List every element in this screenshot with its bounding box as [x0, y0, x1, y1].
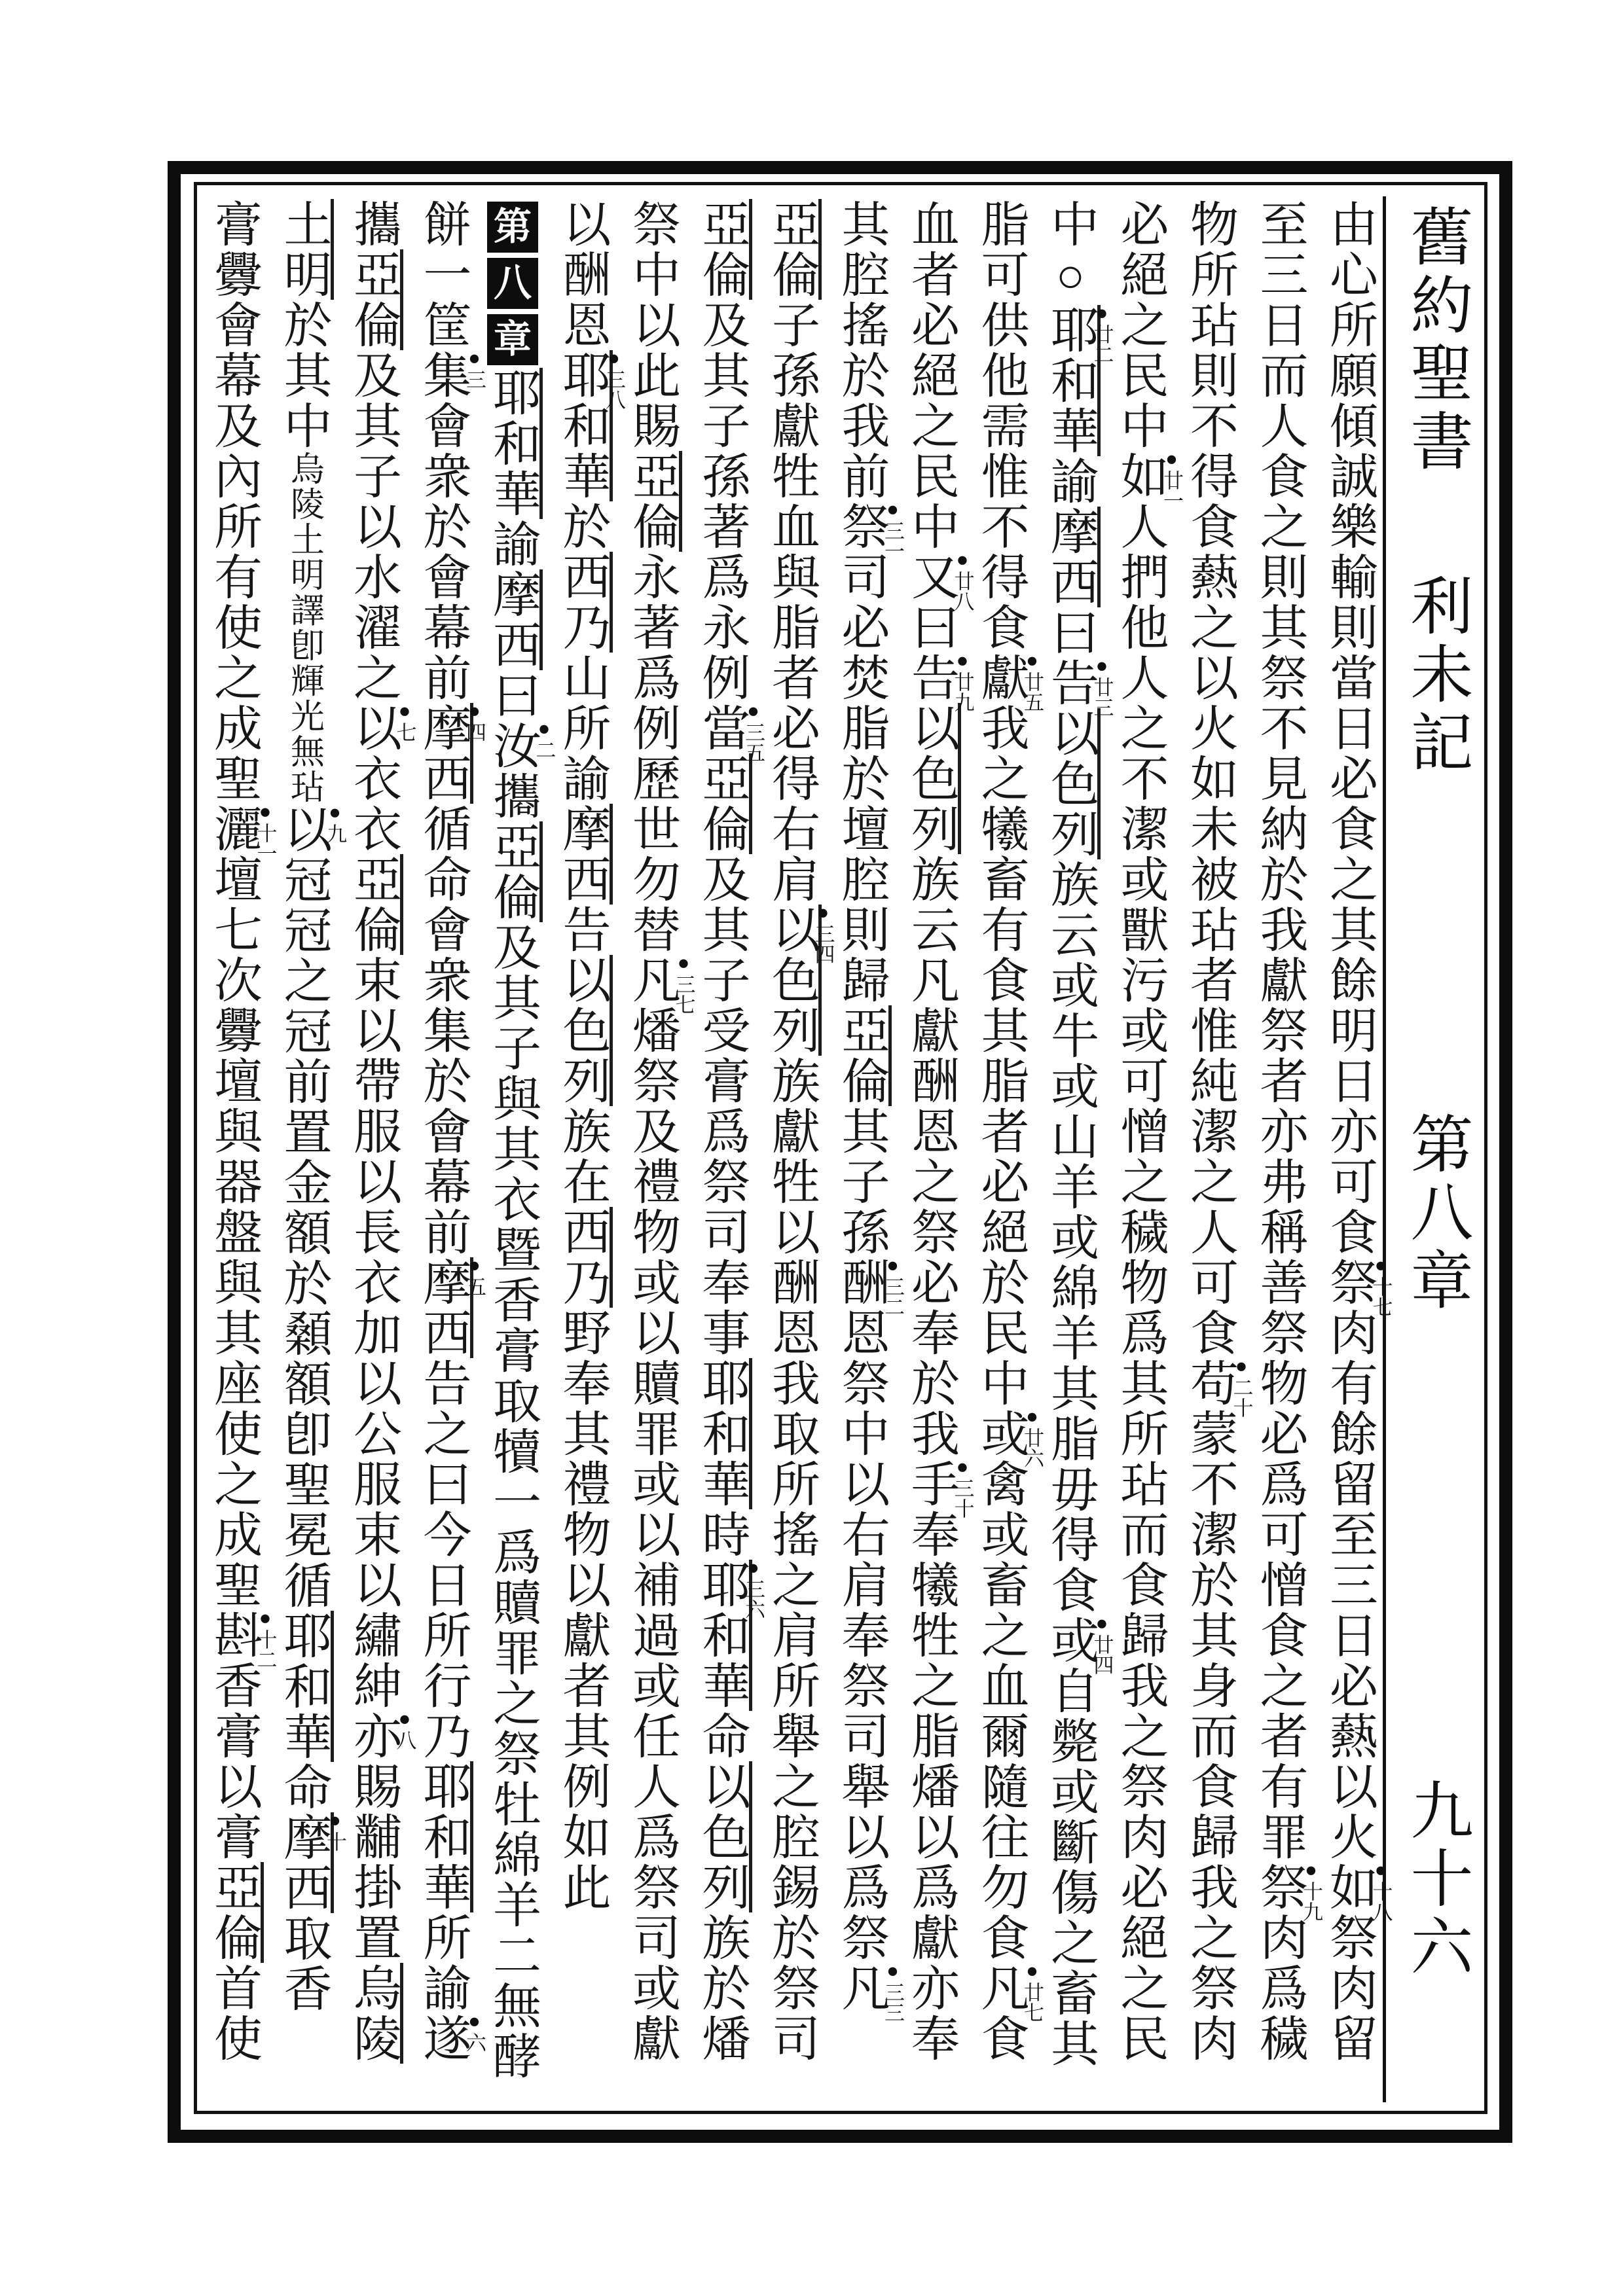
proper-noun: 摩西 [277, 1812, 334, 1913]
page-number: 九十六 [1402, 1778, 1472, 1982]
scripture-text: 及其子孫著爲永例 [695, 300, 749, 703]
scripture-text: 告 [555, 905, 610, 955]
proper-noun: 亞倫 [695, 753, 752, 854]
proper-noun: 亞倫 [346, 854, 403, 955]
chapter-heading-block: 章 [487, 314, 538, 365]
scripture-text: 又曰 [904, 552, 958, 653]
scripture-text: 族於燔 [695, 1912, 749, 2064]
proper-noun: 耶和華 [1044, 305, 1101, 456]
text-column-6: 脂可供他需惟不得食 ●廿五 獻我之犧畜有食其脂者必絕於民中 ●廿六 或禽或畜之血爾隨往勿食 ●廿七 凡食 [974, 199, 1044, 2064]
scripture-text: 汝攜 [486, 721, 539, 821]
scripture-text: 束以帶服以長衣加以公服束以繡紳 [346, 955, 400, 1711]
scripture-text: 族在 [555, 1106, 610, 1207]
scripture-text: 告 [904, 653, 958, 703]
scripture-text: 及其子受膏爲祭司奉事 [695, 854, 749, 1358]
scripture-text: 至三日而人食之則其祭不見納於我獻祭者亦弗稱善祭物必爲可憎食之者有罪 [1252, 199, 1307, 1862]
scripture-text: 子孫獻牲血與脂者必得右肩 [765, 300, 818, 905]
scripture-text: 血者必絕之民中 [904, 199, 958, 552]
scripture-text: 首使 [207, 1963, 261, 2064]
proper-noun: 耶和華 [416, 1761, 473, 1912]
text-column-3: 物所玷則不得食爇之以火如未被玷者惟純潔之人可食 ●二十 苟蒙不潔於其身而食歸我之祭肉 [1183, 199, 1253, 2064]
proper-noun: 亞倫 [695, 199, 752, 300]
scripture-text: 集會衆於會幕前 [416, 350, 470, 703]
scripture-text: 灑壇七次釁壇與器盤與其座使之成聖 [207, 804, 261, 1610]
text-column-5: 中○ ●廿二 耶和華諭摩西曰 ●廿三 告以色列族云或牛或山羊或綿羊其脂毋得食 ●廿四 或自斃或斷傷之畜其 [1044, 199, 1114, 2069]
scripture-text: 必絕之民中 [1113, 199, 1167, 451]
scripture-text: 族云凡獻酬恩之祭必奉於我 [904, 854, 958, 1459]
proper-noun: 西乃 [556, 1207, 613, 1308]
text-column-12: 以酬恩 ●三八 耶和華於西乃山所諭摩西告以色列族在西乃野奉其禮物以獻者其例如此 [555, 199, 626, 1912]
scripture-text: 手奉犧牲之脂燔以爲獻亦奉 [904, 1459, 958, 2064]
scripture-text: 攜 [346, 199, 400, 249]
scripture-text: 由心所願傾誠樂輸則當日必食之其餘明日亦可食 [1322, 199, 1376, 1257]
proper-noun: 亞倫 [207, 1862, 264, 1963]
scripture-text: 野奉其禮物以獻者其例如此 [555, 1308, 610, 1912]
text-column-15: 攜亞倫及其子以水濯之 ●七 以衣衣亞倫束以帶服以長衣加以公服束以繡紳 ●八 亦賜黼掛置烏陵 [346, 199, 416, 2064]
scripture-text: 其子孫 [834, 1106, 888, 1257]
scripture-text: 凡燔祭及禮物或以贖罪或以補過或任人爲祭司或獻 [625, 955, 679, 2064]
scripture-text: 以冠冠之冠前置金額於顙額卽聖冕循 [276, 804, 331, 1611]
scripture-text: 及其子以水濯之 [346, 350, 400, 703]
text-column-10: 亞倫及其子孫著爲永例 ●三五 當亞倫及其子受膏爲祭司奉事耶和華時 ●三六 耶和華命以色列族於燔 [695, 199, 765, 2064]
scripture-text: 曰 [1044, 607, 1097, 658]
scripture-text: 其腔搖於我前 [834, 199, 888, 501]
proper-noun: 以色列 [556, 955, 613, 1106]
text-column-16: 土明於其中烏陵土明譯卽輝光無玷 ●九 以冠冠之冠前置金額於顙額卽聖冕循耶和華命 ●十 摩西取香 [276, 199, 347, 2014]
scripture-text: 於 [555, 501, 610, 552]
scripture-text: 亦賜黼掛置 [346, 1711, 400, 1963]
text-column-11: 祭中以此賜亞倫永著爲例歷世勿替 ●三七 凡燔祭及禮物或以贖罪或以補過或任人爲祭司或獻 [625, 199, 695, 2064]
proper-noun: 耶和華 [486, 368, 543, 519]
scripture-text: 酬恩祭中以右肩奉祭司舉以爲祭 [834, 1257, 888, 1963]
scripture-text: 祭中以此賜 [625, 199, 679, 451]
scripture-text: 命 [276, 1762, 331, 1812]
proper-noun: 摩西 [416, 703, 473, 804]
scripture-text: 斟香膏以膏 [207, 1610, 261, 1862]
text-column-4: 必絕之民中 ●廿一 如人捫他人之不潔或獸污或可憎之穢物爲其所玷而食歸我之祭肉必絕之民 [1113, 199, 1184, 2064]
text-column-13: 第 八 章 耶和華諭摩西曰 ●二 汝攜亞倫及其子與其衣暨香膏取犢一爲贖罪之祭牡綿羊二無酵 [478, 199, 548, 2100]
scripture-text: 時 [695, 1509, 749, 1560]
book-name: 利未記 [1402, 573, 1472, 778]
scripture-text: 凡食 [974, 1963, 1028, 2064]
scripture-text: 祭肉有餘留至三日必爇以火 [1322, 1257, 1376, 1862]
scripture-text: 告 [1044, 658, 1097, 708]
scripture-text: 所諭 [416, 1912, 470, 2013]
scripture-text: 膏釁會幕及內所有使之成聖 [207, 199, 261, 804]
proper-noun: 亞倫 [625, 451, 682, 552]
proper-noun: 以色列 [695, 1761, 752, 1912]
scripture-text: 山所諭 [555, 653, 610, 804]
scripture-text: 或自斃或斷傷之畜其 [1044, 1615, 1097, 2069]
text-column-2: 至三日而人食之則其祭不見納於我獻祭者亦弗稱善祭物必爲可憎食之者有罪 ●十九 祭肉爲穢 [1252, 199, 1323, 2064]
scripture-text: 告之曰今日所行乃 [416, 1358, 470, 1761]
proper-noun: 西乃 [556, 552, 613, 653]
interlinear-gloss: 烏陵土明譯卽輝光無玷 [285, 451, 323, 804]
scripture-text: 永著爲例歷世勿替 [625, 552, 679, 955]
text-column-14: 餅一筐 ●三 集會衆於會幕前 ●四 摩西循命會衆集於會幕前 ●五 摩西告之曰今日所行乃耶和華所諭 ●六 遂 [416, 199, 486, 2064]
proper-noun: 耶和華 [277, 1611, 334, 1762]
scripture-text: 曰 [486, 670, 539, 721]
scripture-text: 族獻牲以酬恩我取所搖之肩所舉之腔錫於祭司 [765, 1056, 818, 2064]
scripture-text: 於其中 [276, 300, 331, 451]
scripture-text: 以衣衣 [346, 703, 400, 854]
scripture-text: 命 [695, 1711, 749, 1761]
book-series-title: 舊約聖書 [1402, 204, 1472, 476]
text-column-7: 血者必絕之民中 ●廿八 又曰 ●廿九 告以色列族云凡獻酬恩之祭必奉於我 ●三十 手奉犧牲之脂燔以爲獻亦奉 [904, 199, 974, 2064]
proper-noun: 亞倫 [835, 1005, 892, 1106]
scripture-text: 祭肉爲穢 [1252, 1862, 1307, 2064]
proper-noun: 摩西 [1044, 507, 1101, 607]
scripture-text: 族云或牛或山羊或綿羊其脂毋得食 [1044, 859, 1097, 1615]
scripture-text: 諭 [1044, 456, 1097, 507]
proper-noun: 以色列 [765, 905, 822, 1056]
proper-noun: 摩西 [416, 1257, 473, 1358]
scripture-text: 物所玷則不得食爇之以火如未被玷者惟純潔之人可食 [1183, 199, 1237, 1358]
scripture-text: 祭司必焚脂於壇腔則歸 [834, 501, 888, 1005]
proper-noun: 摩西 [556, 804, 613, 905]
scripture-text: 遂 [416, 2013, 470, 2064]
proper-noun: 摩西 [486, 569, 543, 670]
text-column-17: 膏釁會幕及內所有使之成聖 ●十一 灑壇七次釁壇與器盤與其座使之成聖 ●十二 斟香膏以膏亞倫首使 [207, 199, 277, 2064]
header-column [1392, 0, 1481, 2296]
scripture-text: 諭 [486, 519, 539, 569]
scripture-text: 循命會衆集於會幕前 [416, 804, 470, 1257]
proper-noun: 耶和華 [695, 1560, 752, 1711]
proper-noun: 以色列 [904, 703, 961, 854]
chapter-heading-block: 八 [487, 258, 538, 309]
proper-noun: 耶和華 [556, 350, 613, 501]
proper-noun: 土明 [277, 199, 334, 300]
scripture-text: 當 [695, 703, 749, 753]
chapter-label: 第八章 [1402, 1111, 1472, 1316]
text-column-9: 亞倫子孫獻牲血與脂者必得右肩 ●三四 以色列族獻牲以酬恩我取所搖之肩所舉之腔錫於祭司 [765, 199, 835, 2064]
scripture-text: 獻我之犧畜有食其脂者必絕於民中 [974, 653, 1028, 1408]
proper-noun: 亞倫 [765, 199, 822, 300]
proper-noun: 亞倫 [486, 821, 543, 922]
text-column-8: 其腔搖於我前 ●三一 祭司必焚脂於壇腔則歸亞倫其子孫 ●三二 酬恩祭中以右肩奉祭司舉以爲祭 ●三三 凡 [834, 199, 905, 2022]
scripture-text: 苟蒙不潔於其身而食歸我之祭肉 [1183, 1358, 1237, 2064]
text-column-1: 由心所願傾誠樂輸則當日必食之其餘明日亦可食 ●十七 祭肉有餘留至三日必爇以火 ●十八 如祭肉留 [1322, 199, 1393, 2064]
scripture-text: 及其子與其衣暨香膏取犢一爲贖罪之祭牡綿羊二無酵 [486, 922, 539, 2081]
proper-noun: 耶和華 [695, 1358, 752, 1509]
scripture-text: 或禽或畜之血爾隨往勿食 [974, 1408, 1028, 1963]
scripture-text: 中○ [1044, 199, 1097, 305]
scripture-text: 取香 [276, 1913, 331, 2014]
scripture-text: 如人捫他人之不潔或獸污或可憎之穢物爲其所玷而食歸我之祭肉必絕之民 [1113, 451, 1167, 2064]
proper-noun: 以色列 [1044, 708, 1101, 859]
scripture-text: 以酬恩 [555, 199, 610, 350]
scripture-text: 凡 [834, 1963, 888, 2013]
proper-noun: 亞倫 [346, 249, 403, 350]
scripture-text-area [198, 199, 1393, 2100]
scripture-text: 脂可供他需惟不得食 [974, 199, 1028, 653]
chapter-heading-block: 第 [487, 202, 538, 253]
scripture-text: 餅一筐 [416, 199, 470, 350]
scripture-text: 如祭肉留 [1322, 1862, 1376, 2064]
proper-noun: 烏陵 [346, 1963, 403, 2064]
